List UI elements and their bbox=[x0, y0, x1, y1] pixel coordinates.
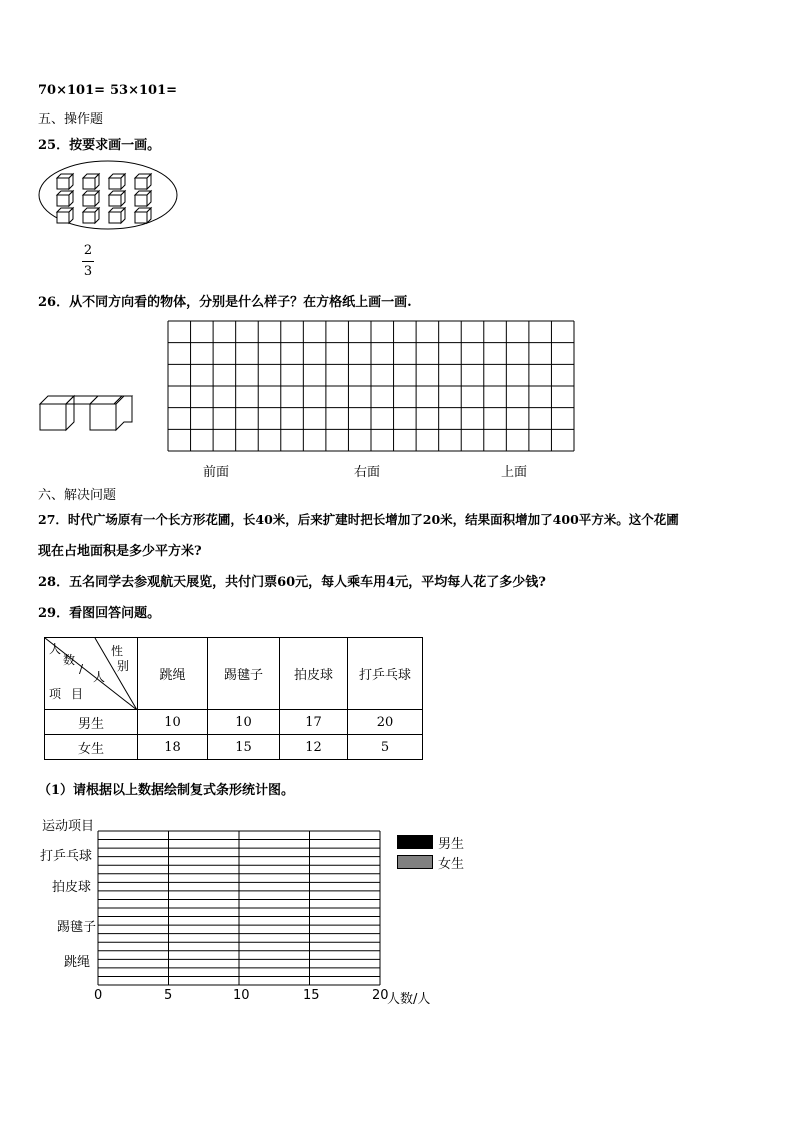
corner-mu: 目 bbox=[71, 687, 84, 701]
chart-x-axis-label: 人数/人 bbox=[387, 992, 431, 1007]
q27-line-2: 现在占地面积是多少平方米? bbox=[38, 544, 202, 559]
table-cell: 15 bbox=[208, 735, 280, 760]
corner-ren: 人 bbox=[49, 642, 62, 656]
table-row bbox=[45, 735, 423, 760]
corner-bie: 别 bbox=[117, 659, 130, 673]
small-cube bbox=[109, 195, 121, 206]
chart-category-label: 拍皮球 bbox=[52, 880, 92, 895]
chart-category-label: 踢毽子 bbox=[57, 920, 97, 935]
cube-oval-figure bbox=[37, 160, 181, 232]
table-cell: 5 bbox=[348, 735, 423, 760]
legend-label-girls: 女生 bbox=[438, 857, 465, 872]
legend-swatch-girls bbox=[397, 855, 433, 869]
table-corner-header bbox=[45, 638, 138, 710]
q27-line-1: 27．时代广场原有一个长方形花圃，长40米，后来扩建时把长增加了20米，结果面积增加了400平方米。这个花圃 bbox=[38, 512, 679, 527]
col-header-dapingpangqiu: 打乒乓球 bbox=[348, 638, 423, 710]
view-label-right: 右面 bbox=[354, 465, 381, 480]
data-table bbox=[44, 637, 423, 760]
cube-solid-figure bbox=[38, 388, 136, 436]
small-cube bbox=[57, 212, 69, 223]
table-cell: 12 bbox=[280, 735, 348, 760]
table-row bbox=[45, 710, 423, 735]
chart-x-tick: 5 bbox=[164, 988, 173, 1003]
corner-ren2: 人 bbox=[93, 670, 106, 684]
q28-text: 28．五名同学去参观航天展览，共付门票60元，每人乘车用4元，平均每人花了多少钱? bbox=[38, 575, 546, 590]
col-header-tiaosheng: 跳绳 bbox=[138, 638, 208, 710]
grid-paper[interactable] bbox=[167, 320, 575, 452]
q26-text: 26．从不同方向看的物体，分别是什么样子？在方格纸上画一画. bbox=[38, 295, 412, 310]
corner-xiang: 项 bbox=[49, 687, 62, 701]
chart-x-tick: 15 bbox=[303, 988, 320, 1003]
cube-group bbox=[57, 174, 151, 223]
chart-y-axis-label: 运动项目 bbox=[42, 819, 95, 834]
q25-text: 25．按要求画一画。 bbox=[38, 138, 161, 153]
fraction-denominator: 3 bbox=[83, 264, 93, 279]
section-5-title: 五、操作题 bbox=[38, 112, 104, 127]
fraction-bar bbox=[82, 261, 94, 262]
table-cell: 18 bbox=[138, 735, 208, 760]
small-cube bbox=[83, 212, 95, 223]
section-6-title: 六、解决问题 bbox=[38, 488, 117, 503]
small-cube bbox=[135, 212, 147, 223]
calc-expr-1: 70×101= bbox=[38, 83, 106, 98]
view-label-top: 上面 bbox=[501, 465, 528, 480]
view-label-front: 前面 bbox=[203, 465, 230, 480]
q29-sub-1: （1）请根据以上数据绘制复式条形统计图。 bbox=[38, 783, 295, 798]
corner-slash: / bbox=[79, 662, 84, 676]
table-cell: 10 bbox=[138, 710, 208, 735]
small-cube bbox=[83, 178, 95, 189]
calc-expr-2: 53×101= bbox=[110, 83, 178, 98]
small-cube bbox=[109, 212, 121, 223]
chart-x-tick: 0 bbox=[94, 988, 103, 1003]
small-cube bbox=[57, 195, 69, 206]
small-cube bbox=[109, 178, 121, 189]
small-cube bbox=[135, 195, 147, 206]
legend-label-boys: 男生 bbox=[438, 837, 465, 852]
small-cube bbox=[83, 195, 95, 206]
row-label-boys: 男生 bbox=[45, 710, 138, 735]
row-label-girls: 女生 bbox=[45, 735, 138, 760]
chart-category-label: 打乒乓球 bbox=[40, 849, 93, 864]
q29-text: 29．看图回答问题。 bbox=[38, 606, 161, 621]
chart-grid[interactable] bbox=[97, 830, 381, 986]
chart-x-tick: 20 bbox=[372, 988, 389, 1003]
corner-xing: 性 bbox=[111, 644, 124, 658]
chart-category-label: 跳绳 bbox=[64, 955, 91, 970]
legend-swatch-boys bbox=[397, 835, 433, 849]
table-cell: 10 bbox=[208, 710, 280, 735]
table-cell: 17 bbox=[280, 710, 348, 735]
col-header-tijianzi: 踢毽子 bbox=[208, 638, 280, 710]
fraction-numerator: 2 bbox=[83, 243, 93, 258]
chart-x-tick: 10 bbox=[233, 988, 250, 1003]
col-header-paipiqiu: 拍皮球 bbox=[280, 638, 348, 710]
small-cube bbox=[57, 178, 69, 189]
table-cell: 20 bbox=[348, 710, 423, 735]
corner-shu: 数 bbox=[63, 653, 76, 667]
small-cube bbox=[135, 178, 147, 189]
